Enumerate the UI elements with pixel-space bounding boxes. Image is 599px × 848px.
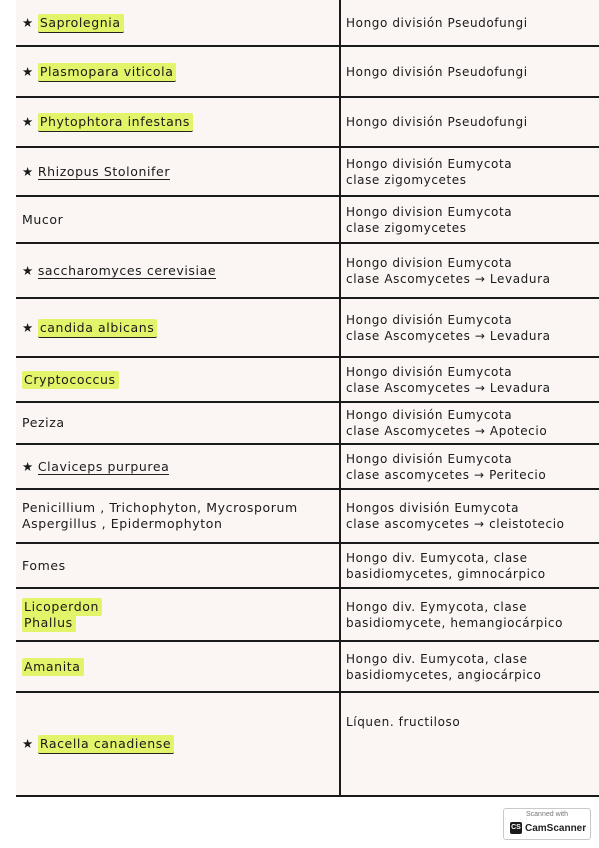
classification-text: Hongo división Pseudofungi (346, 64, 528, 79)
camscanner-watermark (503, 808, 591, 840)
organism-name-cell (22, 641, 334, 692)
organism-name-cell (22, 357, 334, 402)
organism-name: Fomes (22, 557, 66, 573)
classification-text: clase zigomycetes (346, 172, 467, 187)
organism-name: Amanita (22, 658, 84, 676)
organism-name-cell (22, 588, 334, 641)
organism-name: Phallus (22, 614, 76, 632)
organism-name: saccharomyces cerevisiae (37, 262, 217, 278)
classification-text: Hongo división Eumycota (346, 312, 513, 327)
camscanner-brand: CamScanner (525, 822, 587, 834)
star-icon: ★ (22, 736, 34, 751)
classification-text: Hongo división Pseudofungi (346, 115, 528, 129)
classification-text: clase ascomycetes → Peritecio (346, 467, 547, 482)
classification-text: clase zigomycetes (346, 220, 467, 235)
organism-name: Aspergillus , Epidermophyton (22, 516, 223, 531)
star-icon: ★ (22, 458, 34, 474)
classification-cell (346, 0, 596, 46)
classification-text: Hongos división Eumycota (346, 501, 520, 515)
star-icon: ★ (22, 163, 34, 179)
organism-name-cell (22, 0, 334, 46)
classification-cell (346, 46, 596, 97)
organism-name: Rhizopus Stolonifer (37, 163, 171, 179)
classification-cell (346, 489, 596, 543)
classification-cell (346, 588, 596, 641)
organism-name: Plasmopara viticola (38, 63, 177, 82)
camscanner-logo-icon: CS (510, 822, 522, 834)
classification-cell (346, 357, 596, 402)
classification-text: clase Ascomycetes → Levadura (346, 328, 551, 343)
classification-text: clase Ascomycetes → Levadura (346, 380, 551, 395)
star-icon: ★ (22, 63, 34, 79)
classification-text: clase Ascomycetes → Apotecio (346, 424, 548, 438)
organism-name: Licoperdon (22, 598, 102, 616)
organism-name: Saprolegnia (38, 14, 124, 33)
classification-cell (346, 243, 596, 298)
organism-name-cell (22, 243, 334, 298)
classification-cell (346, 298, 596, 357)
classification-text: Hongo division Eumycota (346, 255, 513, 270)
classification-text: clase ascomycetes → cleistotecio (346, 517, 565, 531)
organism-name-cell (22, 46, 334, 97)
classification-cell (346, 147, 596, 196)
organism-name: Peziza (22, 415, 65, 430)
classification-text: clase Ascomycetes → Levadura (346, 271, 551, 286)
organism-name-cell (22, 402, 334, 444)
organism-name-cell (22, 543, 334, 588)
star-icon: ★ (22, 319, 34, 335)
classification-cell (346, 692, 596, 796)
classification-text: Hongo division Eumycota (346, 204, 513, 219)
classification-cell (346, 543, 596, 588)
classification-cell (346, 444, 596, 489)
organism-name: Claviceps purpurea (37, 458, 170, 474)
star-icon: ★ (22, 15, 34, 30)
classification-text: Hongo div. Eumycota, clase (346, 550, 528, 565)
classification-cell (346, 402, 596, 444)
classification-cell (346, 641, 596, 692)
scanned-with-label: Scanned with (525, 811, 569, 818)
classification-text: Hongo división Eumycota (346, 156, 513, 171)
organism-name: Cryptococcus (22, 371, 119, 389)
organism-name: Mucor (22, 211, 64, 227)
classification-text: Hongo div. Eymycota, clase (346, 599, 528, 614)
classification-text: Hongo división Eumycota (346, 451, 513, 466)
classification-text: Líquen. fructiloso (346, 715, 461, 729)
organism-name-cell (22, 298, 334, 357)
classification-text: Hongo división Pseudofungi (346, 16, 528, 30)
classification-cell (346, 97, 596, 147)
organism-name-cell (22, 489, 334, 543)
classification-text: basidiomycete, hemangiocárpico (346, 615, 564, 630)
organism-name: candida albicans (38, 319, 158, 338)
organism-name: Penicillium , Trichophyton, Mycrosporum (22, 500, 298, 515)
organism-name: Phytophtora infestans (38, 113, 193, 132)
organism-name-cell (22, 196, 334, 243)
organism-classification-table (16, 0, 599, 796)
classification-text: basidiomycetes, angiocárpico (346, 667, 542, 682)
star-icon: ★ (22, 262, 34, 278)
organism-name-cell (22, 692, 334, 796)
column-divider (339, 0, 341, 796)
classification-text: Hongo división Eumycota (346, 408, 513, 422)
classification-text: Hongo div. Eumycota, clase (346, 651, 528, 666)
organism-name-cell (22, 97, 334, 147)
organism-name-cell (22, 147, 334, 196)
classification-text: basidiomycetes, gimnocárpico (346, 566, 546, 581)
star-icon: ★ (22, 114, 34, 129)
classification-cell (346, 196, 596, 243)
organism-name-cell (22, 444, 334, 489)
classification-text: Hongo división Eumycota (346, 364, 513, 379)
organism-name: Racella canadiense (38, 735, 174, 754)
